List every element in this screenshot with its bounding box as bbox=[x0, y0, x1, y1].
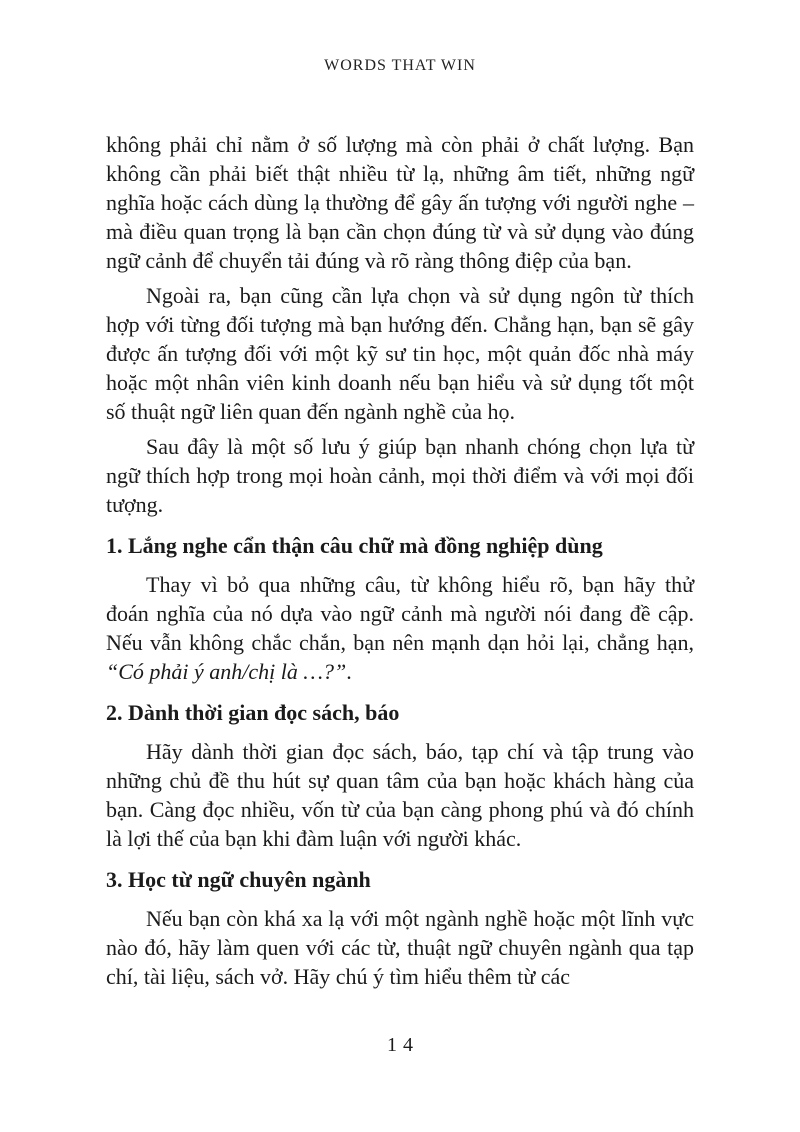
page-number: 14 bbox=[387, 1034, 419, 1056]
intro-paragraph-continuation: không phải chỉ nằm ở số lượng mà còn phải ở chất lượng. Bạn không cần phải biết thật nhiều từ lạ, những âm tiết, những ngữ nghĩa hoặc cách dùng lạ thường để gây ấn tượng với người nghe – mà điều quan trọng là bạn cần chọn đúng từ và sử dụng vào đúng ngữ cảnh để chuyển tải đúng và rõ ràng thông điệp của bạn. bbox=[106, 132, 694, 273]
section-text: Thay vì bỏ qua những câu, từ không hiểu rõ, bạn hãy thử đoán nghĩa của nó dựa vào ngữ cảnh mà người nói đang đề cập. Nếu vẫn không chắc chắn, bạn nên mạnh dạn hỏi lại, chẳng hạn, bbox=[106, 572, 694, 655]
intro-paragraph: Sau đây là một số lưu ý giúp bạn nhanh chóng chọn lựa từ ngữ thích hợp trong mọi hoàn cảnh, mọi thời điểm và với mọi đối tượng. bbox=[106, 434, 694, 517]
page-body bbox=[106, 130, 694, 997]
section-heading-1: 1. Lắng nghe cẩn thận câu chữ mà đồng nghiệp dùng bbox=[106, 533, 603, 558]
intro-paragraph: Ngoài ra, bạn cũng cần lựa chọn và sử dụng ngôn từ thích hợp với từng đối tượng mà bạn hướng đến. Chẳng hạn, bạn sẽ gây được ấn tượng đối với một kỹ sư tin học, một quản đốc nhà máy hoặc một nhân viên kinh doanh nếu bạn hiểu và sử dụng tốt một số thuật ngữ liên quan đến ngành nghề của họ. bbox=[106, 283, 694, 424]
section-text-suffix: . bbox=[346, 659, 352, 684]
section-paragraph: Nếu bạn còn khá xa lạ với một ngành nghề hoặc một lĩnh vực nào đó, hãy làm quen với các từ, thuật ngữ chuyên ngành qua tạp chí, tài liệu, sách vở. Hãy chú ý tìm hiểu thêm từ các bbox=[106, 906, 694, 989]
section-paragraph bbox=[106, 570, 694, 686]
section-paragraph: Hãy dành thời gian đọc sách, báo, tạp chí và tập trung vào những chủ đề thu hút sự quan tâm của bạn hoặc khách hàng của bạn. Càng đọc nhiều, vốn từ của bạn càng phong phú và đó chính là lợi thế của bạn khi đàm luận với người khác. bbox=[106, 739, 694, 851]
running-head: WORDS THAT WIN bbox=[324, 57, 476, 74]
inline-quote: “Có phải ý anh/chị là …?” bbox=[106, 659, 347, 684]
section-heading-2: 2. Dành thời gian đọc sách, báo bbox=[106, 700, 400, 725]
section-heading-3: 3. Học từ ngữ chuyên ngành bbox=[106, 867, 371, 892]
